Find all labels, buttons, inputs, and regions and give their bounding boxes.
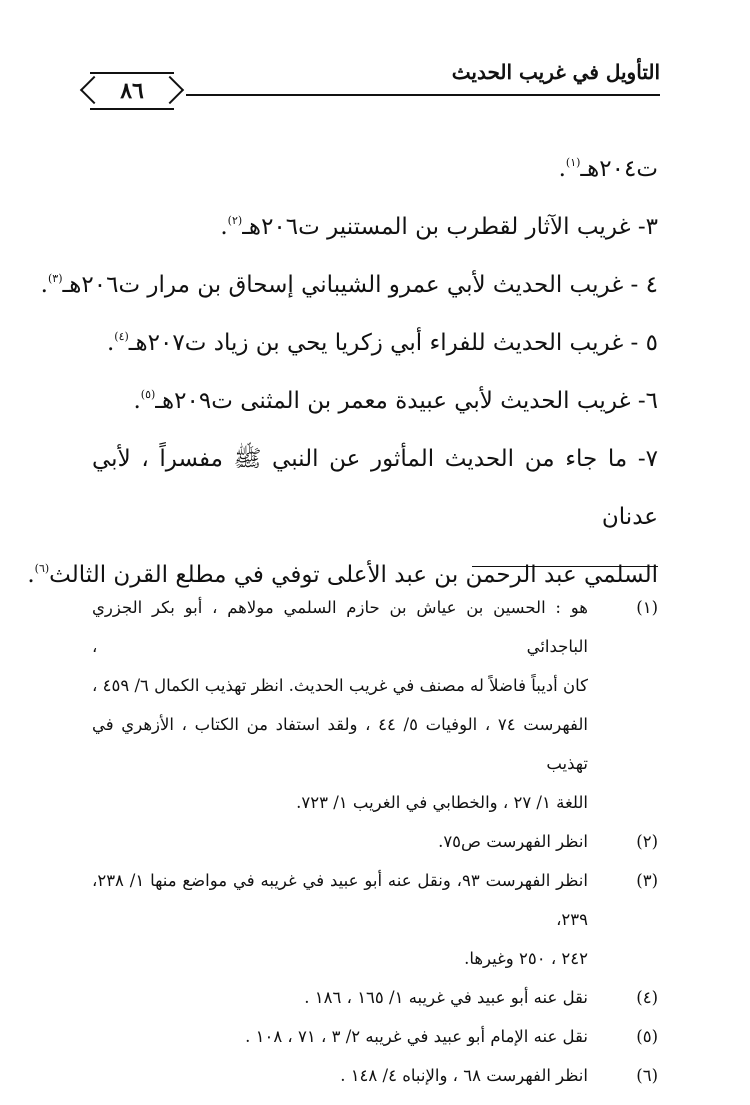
footnote-number: (٥) xyxy=(636,1027,658,1046)
running-title: التأويل في غريب الحديث xyxy=(451,60,660,84)
footnote-number: (٣) xyxy=(636,871,658,890)
footnote-text: نقل عنه أبو عبيد في غريبه ١/ ١٦٥ ، ١٨٦ . xyxy=(304,988,588,1007)
footnote-marker[interactable]: (٢) xyxy=(227,214,243,227)
body-line: ٦- غريب الحديث لأبي عبيدة معمر بن المثنى ت٢٠٩هـ$^{(٥)}$. xyxy=(133,388,658,414)
footnote-marker[interactable]: (٤) xyxy=(114,330,129,343)
footnote xyxy=(92,822,658,861)
body-line: السلمي عبد الرحمن بن عبد الأعلى توفي في مطلع القرن الثالث$^{(٦)}$. xyxy=(27,562,658,588)
page-header xyxy=(90,58,660,102)
footnote-number: (٤) xyxy=(636,988,658,1007)
footnote-text: انظر الفهرست ٦٨ ، والإنباه ٤/ ١٤٨ . xyxy=(340,1066,588,1085)
footnote-marker[interactable]: (١) xyxy=(565,156,581,169)
footnote-marker[interactable]: (٥) xyxy=(140,388,156,401)
footnote xyxy=(92,1056,658,1095)
body-line: ٣- غريب الآثار لقطرب بن المستنير ت٢٠٦هـ$^{(٢)}$. xyxy=(220,214,658,240)
body-line: ٥ - غريب الحديث للفراء أبي زكريا يحي بن زياد ت٢٠٧هـ$^{(٤)}$. xyxy=(106,330,658,356)
footnote-text: انظر الفهرست ٩٣، ونقل عنه أبو عبيد في غريبه في مواضع منها ١/ ٢٣٨، ٢٣٩، ٢٤٢ ، ٢٥٠ وغيرها. xyxy=(92,871,588,968)
body-line: ٧- ما جاء من الحديث المأثور عن النبي ﷺ مفسراً ، لأبي عدنان xyxy=(92,446,658,530)
header-rule xyxy=(186,94,660,96)
footnote-text: نقل عنه الإمام أبو عبيد في غريبه ٢/ ٣ ، ٧١ ، ١٠٨ . xyxy=(245,1027,588,1046)
footnote xyxy=(92,1017,658,1056)
footnote xyxy=(92,861,658,978)
footnote-text: هو : الحسين بن عياش بن حازم السلمي مولاهم ، أبو بكر الجزري الباجدائي ، كان أديباً فاضلاً له مصنف في غريب الحديث. انظر تهذيب الكمال ٦/ ٤٥٩ ، الفهرست ٧٤ ، الوفيات ٥/ ٤٤ ، ولقد استفاد من الكتاب ، الأزهري في تهذيب اللغة ١/ ٢٧ ، والخطابي في الغريب ١/ ٧٢٣. xyxy=(92,598,588,812)
footnote xyxy=(92,588,658,822)
footnote-separator xyxy=(472,566,658,567)
main-text xyxy=(27,140,658,604)
body-line: ٤ - غريب الحديث لأبي عمرو الشيباني إسحاق بن مرار ت٢٠٦هـ$^{(٣)}$. xyxy=(40,272,658,298)
footnote-marker[interactable]: (٣) xyxy=(47,272,63,285)
footnote xyxy=(92,978,658,1017)
footnote-number: (١) xyxy=(636,598,658,617)
footnotes xyxy=(92,588,658,1095)
footnote-text: انظر الفهرست ص٧٥. xyxy=(438,832,588,851)
footnote-number: (٢) xyxy=(636,832,658,851)
footnote-marker[interactable]: (٦) xyxy=(34,562,50,575)
page-number: ٨٦ xyxy=(90,72,174,110)
footnote-number: (٦) xyxy=(636,1066,658,1085)
body-line: ت٢٠٤هـ$^{(١)}$. xyxy=(558,156,658,182)
